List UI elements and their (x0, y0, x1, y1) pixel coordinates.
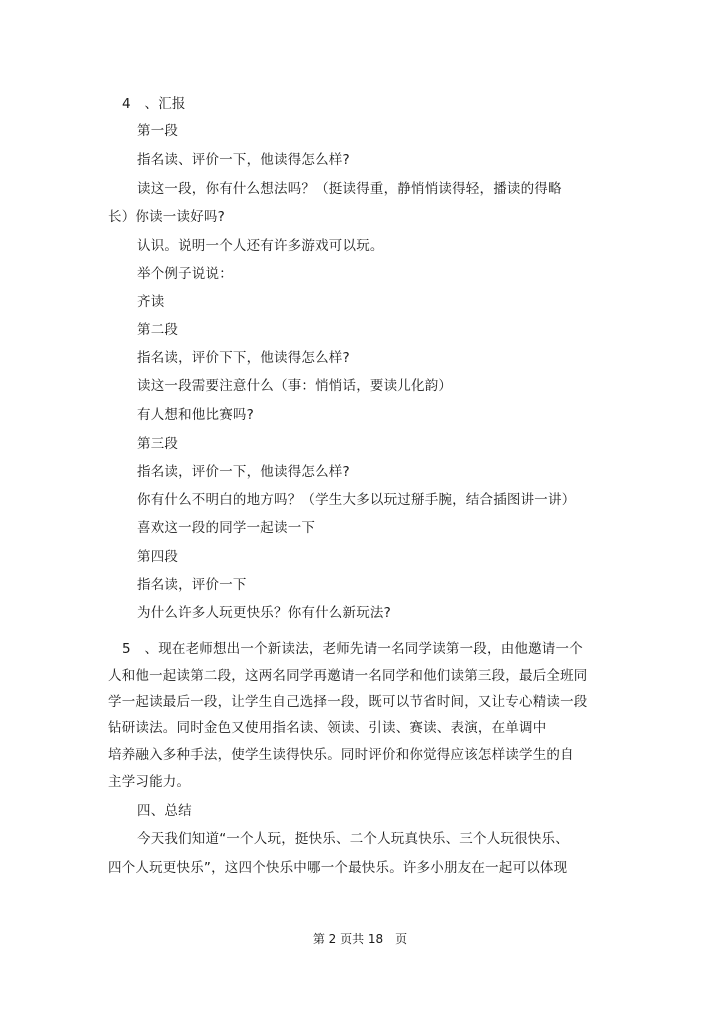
paragraph-line: 长）你读一读好吗? (108, 209, 225, 225)
paragraph-line: 四个人玩更快乐”，这四个快乐中哪一个最快乐。许多小朋友在一起可以体现 (108, 860, 568, 876)
paragraph-line: 有人想和他比赛吗? (137, 407, 254, 423)
page-number-footer: 第 2 页共 18 页 (312, 932, 408, 946)
paragraph-line: 举个例子说说： (137, 266, 233, 282)
paragraph-line: 培养融入多种手法，使学生读得快乐。同时评价和你觉得应该怎样读学生的自 (108, 747, 574, 763)
paragraph-line: 第二段 (137, 322, 179, 338)
paragraph-line: 指名读、评价一下，他读得怎么样? (137, 152, 350, 168)
paragraph-line: 喜欢这一段的同学一起读一下 (137, 520, 316, 536)
paragraph-line: 今天我们知道“一个人玩，挺快乐、二个人玩真快乐、三个人玩很快乐、 (137, 831, 569, 847)
paragraph-line: 学一起读最后一段，让学生自己选择一段，既可以节省时间，又让专心精读一段 (108, 694, 588, 710)
section-heading: 4 、汇报 (122, 96, 186, 112)
paragraph-line: 齐读 (137, 294, 165, 310)
paragraph-line: 指名读，评价一下，他读得怎么样? (137, 464, 350, 480)
paragraph-line: 第一段 (137, 123, 179, 139)
paragraph-line: 指名读，评价下下，他读得怎么样? (137, 350, 350, 366)
paragraph-line: 读这一段，你有什么想法吗？（挺读得重，静悄悄读得轻，播读的得略 (137, 181, 562, 197)
paragraph-line: 第四段 (137, 549, 179, 565)
paragraph-line: 钻研读法。同时金色又使用指名读、领读、引读、赛读、表演，在单调中 (108, 720, 547, 736)
paragraph-line: 为什么许多人玩更快乐？你有什么新玩法? (137, 605, 391, 621)
section-heading: 四、总结 (137, 803, 192, 819)
section-heading: 5 、现在老师想出一个新读法，老师先请一名同学读第一段，由他邀请一个 (122, 641, 583, 657)
paragraph-line: 读这一段需要注意什么（事：悄悄话，要读儿化韵） (137, 378, 453, 394)
paragraph-line: 第三段 (137, 436, 179, 452)
paragraph-line: 指名读，评价一下 (137, 577, 247, 593)
paragraph-line: 你有什么不明白的地方吗？（学生大多以玩过掰手腕，结合插图讲一讲） (137, 492, 576, 508)
paragraph-line: 主学习能力。 (108, 774, 191, 790)
paragraph-line: 认识。说明一个人还有许多游戏可以玩。 (137, 238, 384, 254)
paragraph-line: 人和他一起读第二段，这两名同学再邀请一名同学和他们读第三段，最后全班同 (108, 668, 588, 684)
